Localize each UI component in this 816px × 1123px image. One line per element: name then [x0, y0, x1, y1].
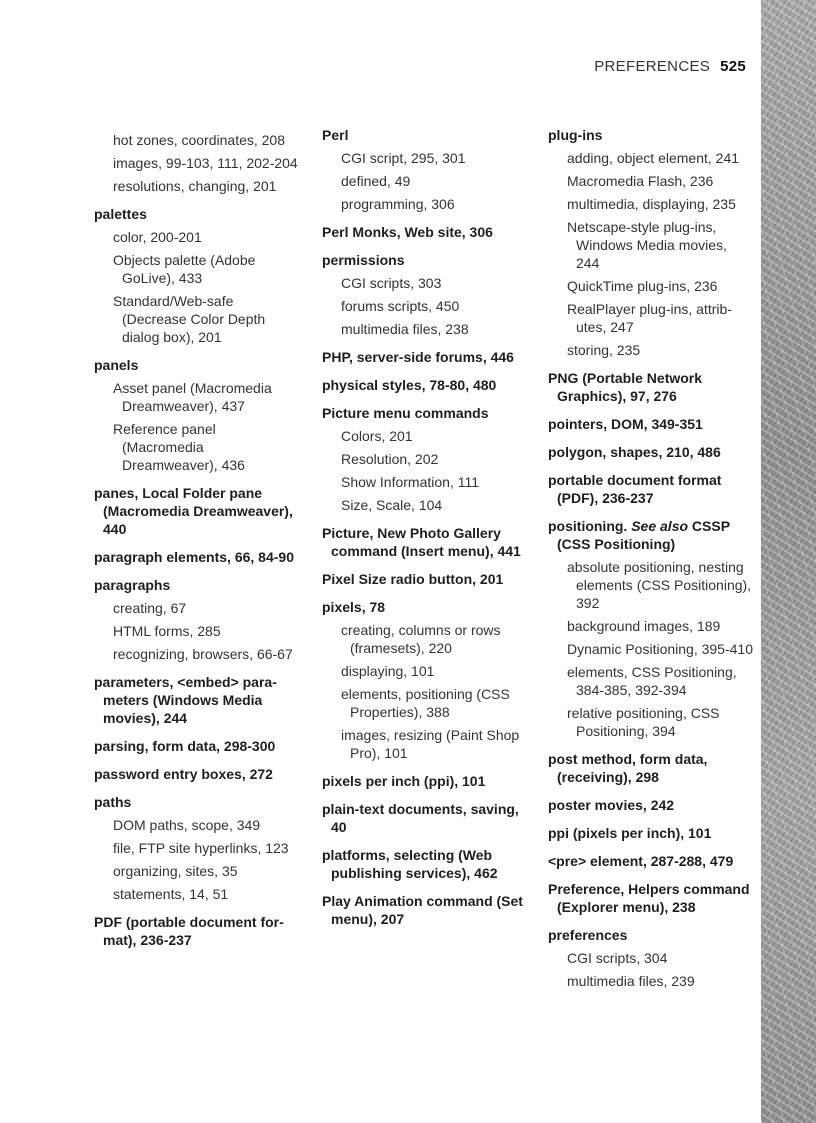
index-subentry: creating, 67: [113, 600, 187, 616]
index-entry: pixels per inch (ppi), 101: [322, 773, 486, 789]
index-entry: platforms, selecting (Web publishing services), 462: [322, 847, 498, 881]
index-subentry: QuickTime plug-ins, 236: [567, 278, 718, 294]
index-subentry: Asset panel (Macromedia Dreamweaver), 437: [113, 380, 272, 414]
index-entry: portable document format (PDF), 236-237: [548, 472, 722, 506]
index-entry: paragraphs: [94, 577, 171, 593]
index-entry: [548, 517, 753, 553]
index-subentry: creating, columns or rows (framesets), 220: [341, 622, 501, 656]
page-number: 525: [720, 58, 746, 75]
index-entry: paths: [94, 794, 132, 810]
index-subentry: Reference panel (Macromedia Dreamweaver), 436: [113, 421, 245, 473]
index-entry: Perl: [322, 127, 349, 143]
index-subentry: Standard/Web-safe (Decrease Color Depth dialog box), 201: [113, 293, 266, 345]
index-entry: poster movies, 242: [548, 797, 675, 813]
index-subentry: displaying, 101: [341, 663, 435, 679]
index-subentry: file, FTP site hyperlinks, 123: [113, 840, 289, 856]
index-subentry: Netscape-style plug-ins, Windows Media movies, 244: [567, 219, 727, 271]
entry-text: positioning.: [548, 518, 632, 534]
index-entry: post method, form data, (receiving), 298: [548, 751, 708, 785]
index-subentry: elements, positioning (CSS Properties), 388: [341, 686, 510, 720]
entry-text: CSSP (CSS Positioning): [557, 518, 730, 552]
index-entry: Pixel Size radio button, 201: [322, 571, 504, 587]
index-subentry: forums scripts, 450: [341, 298, 460, 314]
index-subentry: hot zones, coordinates, 208: [113, 132, 286, 148]
index-subentry: DOM paths, scope, 349: [113, 817, 261, 833]
index-subentry: organizing, sites, 35: [113, 863, 238, 879]
index-entry: Play Animation command (Set menu), 207: [322, 893, 523, 927]
index-entry: Preference, Helpers command (Explorer menu), 238: [548, 881, 750, 915]
index-subentry: resolutions, changing, 201: [113, 178, 277, 194]
index-subentry: Show Information, 111: [341, 474, 480, 490]
index-subentry: Resolution, 202: [341, 451, 439, 467]
index-entry: <pre> element, 287-288, 479: [548, 853, 734, 869]
index-subentry: absolute positioning, nesting elements (CSS Positioning), 392: [567, 559, 752, 611]
index-subentry: images, resizing (Paint Shop Pro), 101: [341, 727, 520, 761]
index-subentry: color, 200-201: [113, 229, 202, 245]
index-entry: PNG (Portable Network Graphics), 97, 276: [548, 370, 703, 404]
index-subentry: Macromedia Flash, 236: [567, 173, 714, 189]
index-column-1: [94, 126, 299, 949]
index-entry: password entry boxes, 272: [94, 766, 273, 782]
index-entry: Perl Monks, Web site, 306: [322, 224, 493, 240]
index-entry: parsing, form data, 298-300: [94, 738, 276, 754]
index-column-3: [548, 126, 753, 990]
index-entry: pointers, DOM, 349-351: [548, 416, 703, 432]
index-subentry: background images, 189: [567, 618, 721, 634]
index-entry: panels: [94, 357, 139, 373]
index-entry: plug-ins: [548, 127, 603, 143]
index-subentry: multimedia files, 238: [341, 321, 469, 337]
index-subentry: Objects palette (Adobe GoLive), 433: [113, 252, 256, 286]
index-subentry: relative positioning, CSS Positioning, 394: [567, 705, 720, 739]
index-subentry: multimedia files, 239: [567, 973, 695, 989]
index-subentry: RealPlayer plug-ins, attrib-utes, 247: [567, 301, 732, 335]
index-subentry: Size, Scale, 104: [341, 497, 443, 513]
see-also-text: See also: [631, 518, 689, 534]
index-subentry: images, 99-103, 111, 202-204: [113, 155, 298, 171]
index-subentry: adding, object element, 241: [567, 150, 740, 166]
index-subentry: statements, 14, 51: [113, 886, 229, 902]
index-subentry: recognizing, browsers, 66-67: [113, 646, 293, 662]
index-subentry: CGI scripts, 303: [341, 275, 442, 291]
index-subentry: elements, CSS Positioning, 384-385, 392-394: [567, 664, 737, 698]
index-subentry: HTML forms, 285: [113, 623, 221, 639]
index-subentry: programming, 306: [341, 196, 455, 212]
index-subentry: CGI scripts, 304: [567, 950, 668, 966]
index-entry: ppi (pixels per inch), 101: [548, 825, 712, 841]
index-subentry: multimedia, displaying, 235: [567, 196, 736, 212]
index-entry: pixels, 78: [322, 599, 386, 615]
index-entry: permissions: [322, 252, 405, 268]
index-subentry: defined, 49: [341, 173, 411, 189]
index-entry: plain-text documents, saving, 40: [322, 801, 519, 835]
index-column-2: [322, 126, 527, 928]
index-entry: palettes: [94, 206, 147, 222]
index-entry: panes, Local Folder pane (Macromedia Dreamweaver), 440: [94, 485, 293, 537]
running-head: [560, 58, 746, 75]
index-subentry: CGI script, 295, 301: [341, 150, 466, 166]
page-edge-texture: [761, 0, 816, 1123]
index-entry: PDF (portable document for-mat), 236-237: [94, 914, 284, 948]
index-entry: paragraph elements, 66, 84-90: [94, 549, 294, 565]
index-entry: physical styles, 78-80, 480: [322, 377, 497, 393]
index-entry: Picture menu commands: [322, 405, 489, 421]
index-entry: polygon, shapes, 210, 486: [548, 444, 721, 460]
index-subentry: Dynamic Positioning, 395-410: [567, 641, 753, 657]
index-subentry: Colors, 201: [341, 428, 413, 444]
index-entry: preferences: [548, 927, 628, 943]
index-entry: Picture, New Photo Gallery command (Insert menu), 441: [322, 525, 521, 559]
index-entry: PHP, server-side forums, 446: [322, 349, 514, 365]
index-entry: parameters, <embed> para-meters (Windows Media movies), 244: [94, 674, 277, 726]
running-head-title: PREFERENCES: [594, 58, 711, 75]
index-subentry: storing, 235: [567, 342, 641, 358]
